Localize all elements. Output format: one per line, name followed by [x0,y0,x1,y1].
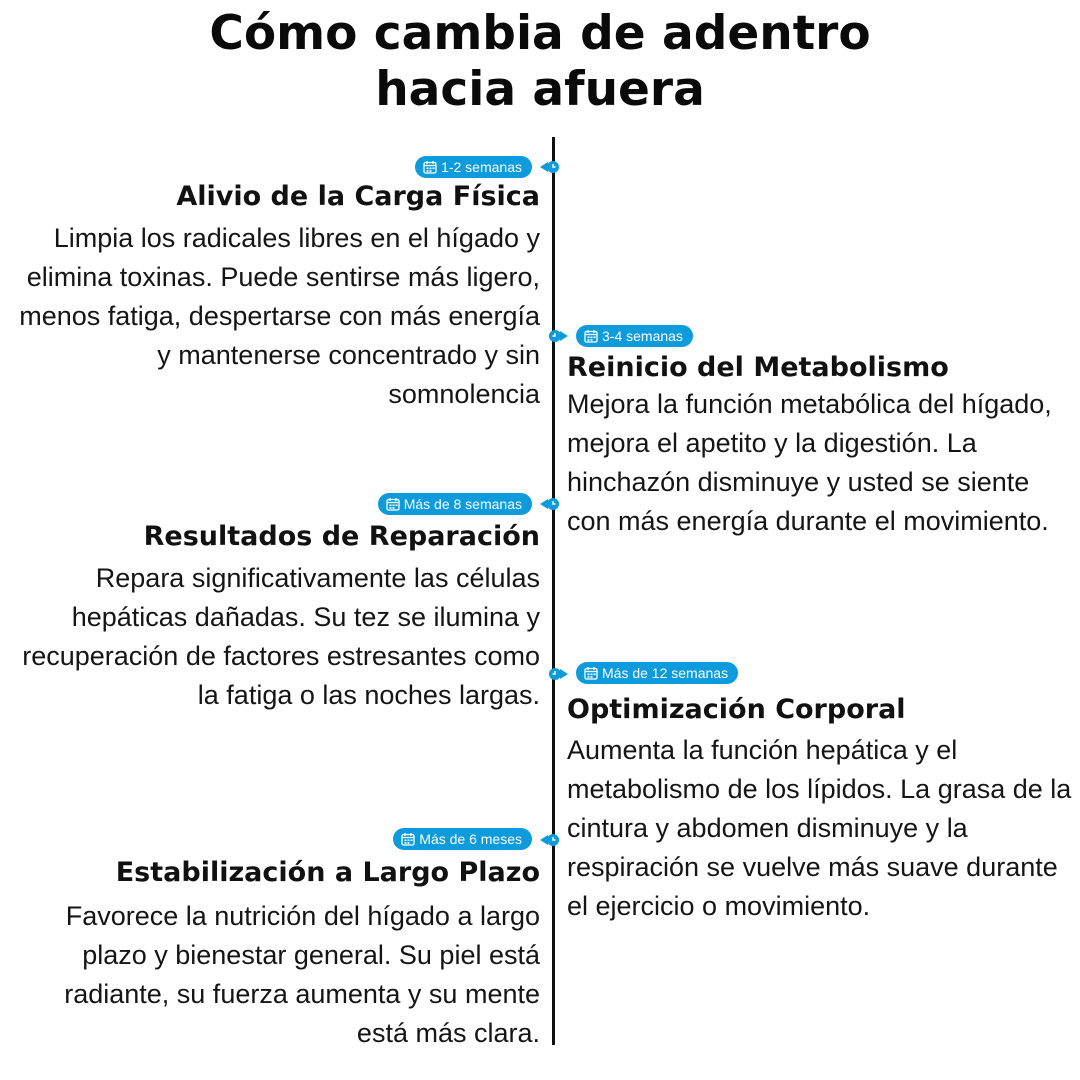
clock-pin-icon [548,329,568,343]
stage-badge-label: Más de 8 semanas [403,496,522,512]
stage-badge-label: Más de 6 meses [419,831,522,847]
stage-badge [378,493,532,515]
clock-pin-icon [540,833,560,847]
stage-heading: Reinicio del Metabolismo [567,352,949,383]
clock-pin-icon [540,160,560,174]
clock-pin-icon [548,667,568,681]
timeline-axis [552,137,555,1045]
title-line-2: hacia afuera [375,62,705,117]
stage-badge [576,662,738,684]
stage-heading: Alivio de la Carga Física [176,181,540,212]
stage-heading: Optimización Corporal [567,694,906,725]
calendar-icon [423,160,437,174]
stage-description: Repara significativamente las células hepáticas dañadas. Su tez se ilumina y recuperación de factores estresantes como la fatiga o las noches largas. [22,563,540,710]
stage-badge [393,828,532,850]
stage-badge-label: 1-2 semanas [441,159,522,175]
calendar-icon [584,666,598,680]
stage-description: Mejora la función metabólica del hígado, mejora el apetito y la digestión. La hinchazón disminuye y usted se siente con más energía durante el movimiento. [567,389,1052,536]
stage-description: Limpia los radicales libres en el hígado y elimina toxinas. Puede sentirse más ligero, menos fatiga, despertarse con más energía y mantenerse concentrado y sin somnolencia [19,223,540,409]
stage-description: Aumenta la función hepática y el metabolismo de los lípidos. La grasa de la cintura y abdomen disminuye y la respiración se vuelve más suave durante el ejercicio o movimiento. [567,735,1072,921]
title-line-1: Cómo cambia de adentro [209,6,871,61]
stage-heading: Resultados de Reparación [143,521,540,552]
stage-badge [415,156,532,178]
calendar-icon [386,497,400,511]
page-title [0,6,1080,118]
stage-badge-label: Más de 12 semanas [602,665,729,681]
stage-badge [576,325,693,347]
stage-badge-label: 3-4 semanas [602,328,683,344]
stage-description: Favorece la nutrición del hígado a largo plazo y bienestar general. Su piel está radiante, su fuerza aumenta y su mente está más clara. [64,901,540,1048]
calendar-icon [584,329,598,343]
calendar-icon [401,832,415,846]
stage-heading: Estabilización a Largo Plazo [115,857,540,888]
clock-pin-icon [540,497,560,511]
